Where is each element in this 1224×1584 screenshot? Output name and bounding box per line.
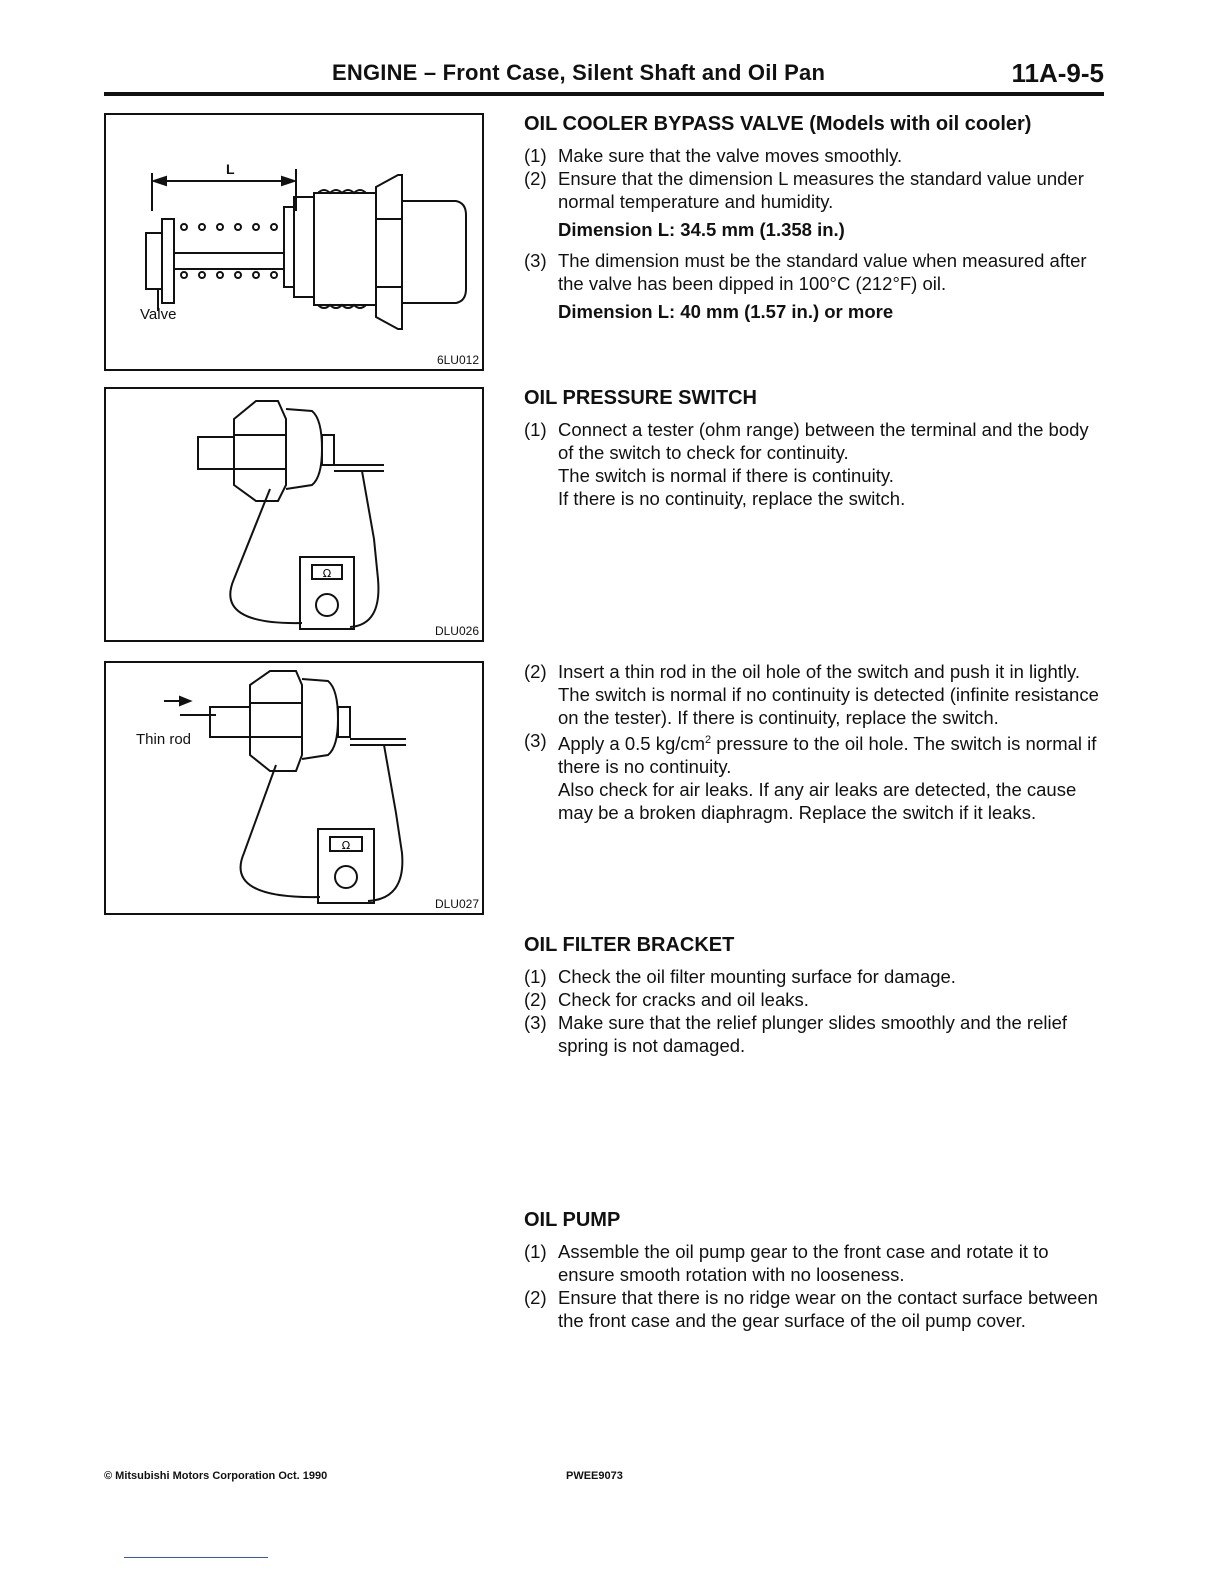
- dimension-label: L: [226, 161, 235, 177]
- footer-copyright: © Mitsubishi Motors Corporation Oct. 1990: [104, 1470, 328, 1482]
- section-heading: OIL PUMP: [524, 1209, 621, 1231]
- page-title: ENGINE – Front Case, Silent Shaft and Oil Pan: [332, 60, 826, 85]
- thin-rod-drawing: [106, 663, 482, 913]
- list-item: (2) Insert a thin rod in the oil hole of the switch and push it in lightly. The switch is normal if no continuity is detected (infinite resistance on the tester). If there is continuity, replace the switch.: [524, 661, 1099, 728]
- section-oil-pressure-switch: [524, 387, 1108, 510]
- section-heading: OIL FILTER BRACKET: [524, 934, 735, 956]
- list-item: (2) Check for cracks and oil leaks.: [524, 989, 809, 1010]
- section-oil-pressure-switch-cont: [524, 660, 1108, 824]
- figure-pressure-switch-test: [104, 387, 484, 642]
- ohm-icon: Ω: [322, 567, 332, 580]
- section-heading: OIL PRESSURE SWITCH: [524, 387, 757, 409]
- list-item: (3) Apply a 0.5 $kg/cm^2$ pressure to the oil hole. The switch is normal if there is no continuity. Also check for air leaks. If any air leaks are detected, the cause may be a broken diaphragm. Replace the switch if it leaks.: [524, 730, 1097, 824]
- list-item: (2) Ensure that the dimension L measures the standard value under normal temperature and humidity.: [524, 168, 1084, 212]
- section-oil-pump: [524, 1209, 1108, 1332]
- footer-doc-code: PWEE9073: [566, 1470, 623, 1482]
- bottom-rule: [124, 1557, 268, 1558]
- thin-rod-label: Thin rod: [136, 731, 192, 748]
- page-header: [104, 58, 1104, 96]
- section-heading: OIL COOLER BYPASS VALVE (Models with oil cooler): [524, 113, 1032, 135]
- spec-value: Dimension L: 40 mm (1.57 in.) or more: [558, 301, 894, 322]
- list-item: (1) Make sure that the valve moves smoothly.: [524, 145, 903, 166]
- section-oil-filter-bracket: [524, 934, 1108, 1057]
- figure-bypass-valve: [104, 113, 484, 371]
- list-item: (1) Check the oil filter mounting surface for damage.: [524, 966, 956, 987]
- figure-code: 6LU012: [436, 353, 479, 367]
- page-number: 11A-9-5: [1011, 58, 1104, 88]
- list-item: (3) Make sure that the relief plunger slides smoothly and the relief spring is not damaged.: [524, 1012, 1068, 1056]
- valve-label: Valve: [140, 306, 177, 323]
- spec-value: Dimension L: 34.5 mm (1.358 in.): [558, 219, 845, 240]
- bypass-valve-drawing: [106, 115, 482, 369]
- figure-code: DLU026: [434, 624, 479, 638]
- list-item: (1) Assemble the oil pump gear to the front case and rotate it to ensure smooth rotation with no looseness.: [524, 1241, 1049, 1285]
- list-item: (2) Ensure that there is no ridge wear on the contact surface between the front case and the gear surface of the oil pump cover.: [524, 1287, 1098, 1331]
- figure-code: DLU027: [434, 897, 479, 911]
- pressure-switch-drawing: [106, 389, 482, 640]
- section-bypass-valve: [524, 113, 1108, 331]
- list-item: (1) Connect a tester (ohm range) between the terminal and the body of the switch to check for continuity. The switch is normal if there is continuity. If there is no continuity, replace the switch.: [524, 419, 1089, 509]
- list-item: (3) The dimension must be the standard value when measured after the valve has been dipped in 100°C (212°F) oil.: [524, 250, 1087, 294]
- ohm-icon: Ω: [341, 839, 351, 852]
- figure-thin-rod-test: [104, 661, 484, 915]
